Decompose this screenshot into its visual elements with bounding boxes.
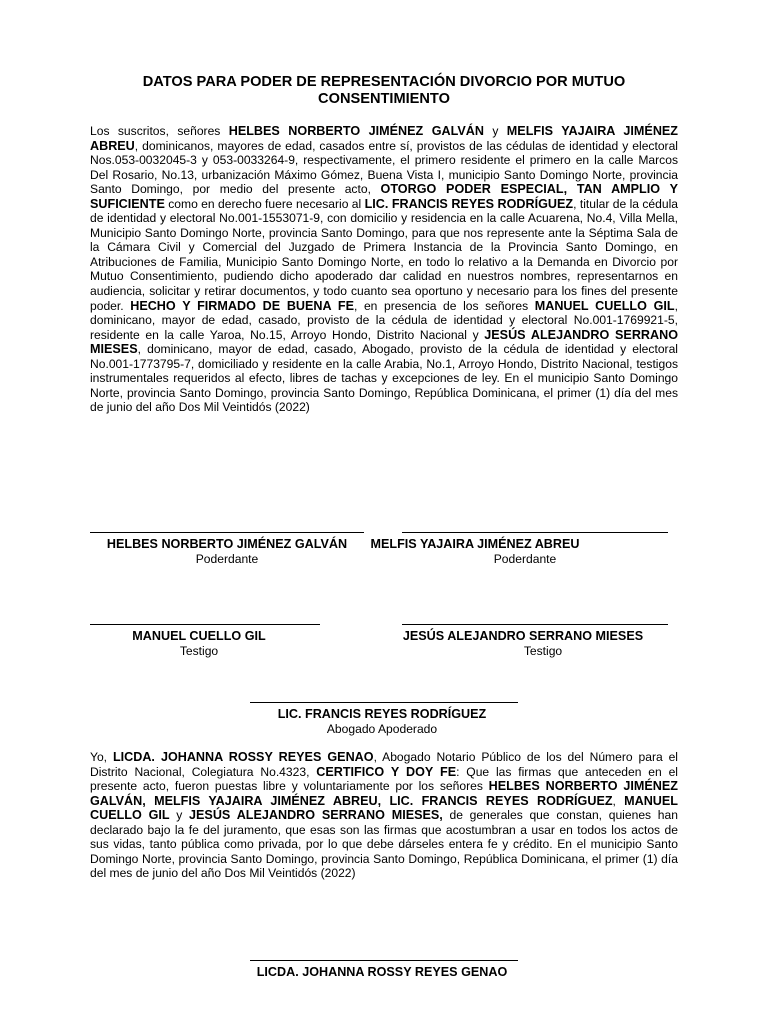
signature-line bbox=[250, 702, 518, 703]
text-segment: , dominicano, mayor de edad, casado, Abogado, provisto de la cédula de identidad y electoral No.001-1773795-7, domiciliado y residente en la calle Arabia, No.1, Arroyo Hondo, Distrito Nacional, testigos instrumentales requeridos al efecto, libres de tachas y excepciones de ley. En el municipio Santo Domingo Norte, provincia Santo Domingo, provincia Santo Domingo, República Dominicana, el primer (1) día del mes de junio del año Dos Mil Veintidós (2022) bbox=[90, 342, 678, 415]
text-segment: , titular de la cédula de identidad y electoral No.001-1553071-9, con domicilio y residencia en la calle Acuarena, No.4, Villa Mella, Municipio Santo Domingo Norte, provincia Santo Domingo, para que nos represente ante la Séptima Sala de la Cámara Civil y Comercial del Juzgado de Primera Instancia de la Provincia Santo Domingo, en Atribuciones de Familia, Municipio Santo Domingo Norte, en todo lo relativo a la Demanda en Divorcio por Mutuo Consentimiento, pudiendo dicho apoderado dar calidad en nuestros nombres, representarnos en audiencia, solicitar y retirar documentos, y todo cuanto sea oportuno y necesario para los fines del presente poder. bbox=[90, 196, 678, 313]
bold-text-segment: JESÚS ALEJANDRO SERRANO MIESES bbox=[90, 327, 678, 357]
text-segment: , en presencia de los señores bbox=[353, 298, 535, 313]
text-segment: como en derecho fuere necesario al bbox=[164, 196, 365, 211]
signer-name: LIC. FRANCIS REYES RODRÍGUEZ bbox=[277, 707, 487, 721]
signer-role: Poderdante bbox=[493, 552, 557, 566]
text-segment: de generales que constan, quienes han declarado bajo la fe del juramento, que esas son las firmas que acostumbran a usar en todos los actos de sus vidas, tanto pública como privada, por lo que debe dárseles entera fe y crédito. En el municipio Santo Domingo Norte, provincia Santo Domingo, provincia Santo Domingo, República Dominicana, el primer (1) día del mes de junio del año Dos Mil Veintidós (2022) bbox=[90, 808, 678, 881]
signature-line bbox=[90, 624, 320, 625]
signer-role: Testigo bbox=[523, 644, 563, 658]
title-line-2: CONSENTIMIENTO bbox=[318, 91, 450, 107]
signature-block-notario bbox=[250, 960, 518, 980]
text-segment: , dominicano, mayor de edad, casado, provisto de la cédula de identidad y electoral No.001-1769921-5, residente en la calle Yaroa, No.15, Arroyo Hondo, Distrito Nacional y bbox=[90, 298, 678, 342]
text-segment: Los suscritos, señores bbox=[90, 124, 229, 138]
bold-text-segment: JESÚS ALEJANDRO SERRANO MIESES, bbox=[189, 808, 443, 823]
text-segment: , dominicanos, mayores de edad, casados entre sí, provistos de las cédulas de identidad y electoral Nos.053-0032045-3 y 053-0033264-9, respectivamente, el primero residente el primero en la calle Marcos Del Rosario, No.13, urbanización Máximo Gómez, Buena Vista I, municipio Santo Domingo Norte, provincia Santo Domingo, por medio del presente acto, bbox=[90, 138, 678, 197]
signature-block-abogado bbox=[250, 702, 518, 737]
bold-text-segment: MANUEL CUELLO GIL bbox=[90, 793, 678, 823]
text-segment: Yo, bbox=[90, 750, 113, 764]
signer-name: MANUEL CUELLO GIL bbox=[132, 629, 266, 643]
bold-text-segment: CERTIFICO Y DOY FE bbox=[316, 764, 457, 779]
signature-block-testigo-1 bbox=[90, 624, 320, 659]
text-segment: : Que las firmas que anteceden en el presente acto, fueron puestas libre y voluntariamente por los señores bbox=[90, 764, 678, 794]
signature-line bbox=[402, 624, 668, 625]
signature-line bbox=[402, 532, 668, 533]
text-segment: , Abogado Notario Público de los del Número para el Distrito Nacional, Colegiatura No.4323, bbox=[90, 750, 678, 779]
signer-role: Testigo bbox=[179, 644, 219, 658]
signature-line bbox=[90, 532, 364, 533]
signer-name: HELBES NORBERTO JIMÉNEZ GALVÁN bbox=[106, 537, 348, 551]
text-segment: y bbox=[484, 124, 507, 138]
signer-name: MELFIS YAJAIRA JIMÉNEZ ABREU bbox=[370, 537, 580, 551]
bold-text-segment: LIC. FRANCIS REYES RODRÍGUEZ bbox=[364, 196, 574, 211]
signer-name: LICDA. JOHANNA ROSSY REYES GENAO bbox=[256, 965, 508, 979]
bold-text-segment: LICDA. JOHANNA ROSSY REYES GENAO bbox=[112, 750, 374, 764]
notary-certification-paragraph bbox=[90, 750, 678, 881]
signature-line bbox=[250, 960, 518, 961]
bold-text-segment: MANUEL CUELLO GIL bbox=[534, 298, 675, 313]
title-line-1: DATOS PARA PODER DE REPRESENTACIÓN DIVORCIO POR MUTUO bbox=[142, 74, 626, 90]
text-segment: y bbox=[169, 808, 190, 823]
document-title bbox=[0, 74, 768, 108]
bold-text-segment: OTORGO PODER ESPECIAL, TAN AMPLIO Y SUFICIENTE bbox=[90, 182, 678, 211]
signer-role: Abogado Apoderado bbox=[326, 722, 438, 736]
power-of-attorney-paragraph bbox=[90, 124, 678, 415]
bold-text-segment: MELFIS YAJAIRA JIMÉNEZ ABREU bbox=[90, 124, 679, 153]
text-segment: , bbox=[612, 793, 625, 808]
bold-text-segment: HELBES NORBERTO JIMÉNEZ GALVÁN, MELFIS YAJAIRA JIMÉNEZ ABREU, LIC. FRANCIS REYES RODRÍGUEZ bbox=[90, 779, 678, 808]
signature-block-testigo-2 bbox=[402, 624, 668, 659]
signer-role: Poderdante bbox=[195, 552, 259, 566]
signer-name: JESÚS ALEJANDRO SERRANO MIESES bbox=[402, 629, 644, 643]
bold-text-segment: HECHO Y FIRMADO DE BUENA FE bbox=[130, 298, 354, 313]
signature-block-poderdante-2 bbox=[370, 532, 668, 567]
bold-text-segment: HELBES NORBERTO JIMÉNEZ GALVÁN bbox=[228, 124, 484, 138]
signature-block-poderdante-1 bbox=[90, 532, 364, 567]
